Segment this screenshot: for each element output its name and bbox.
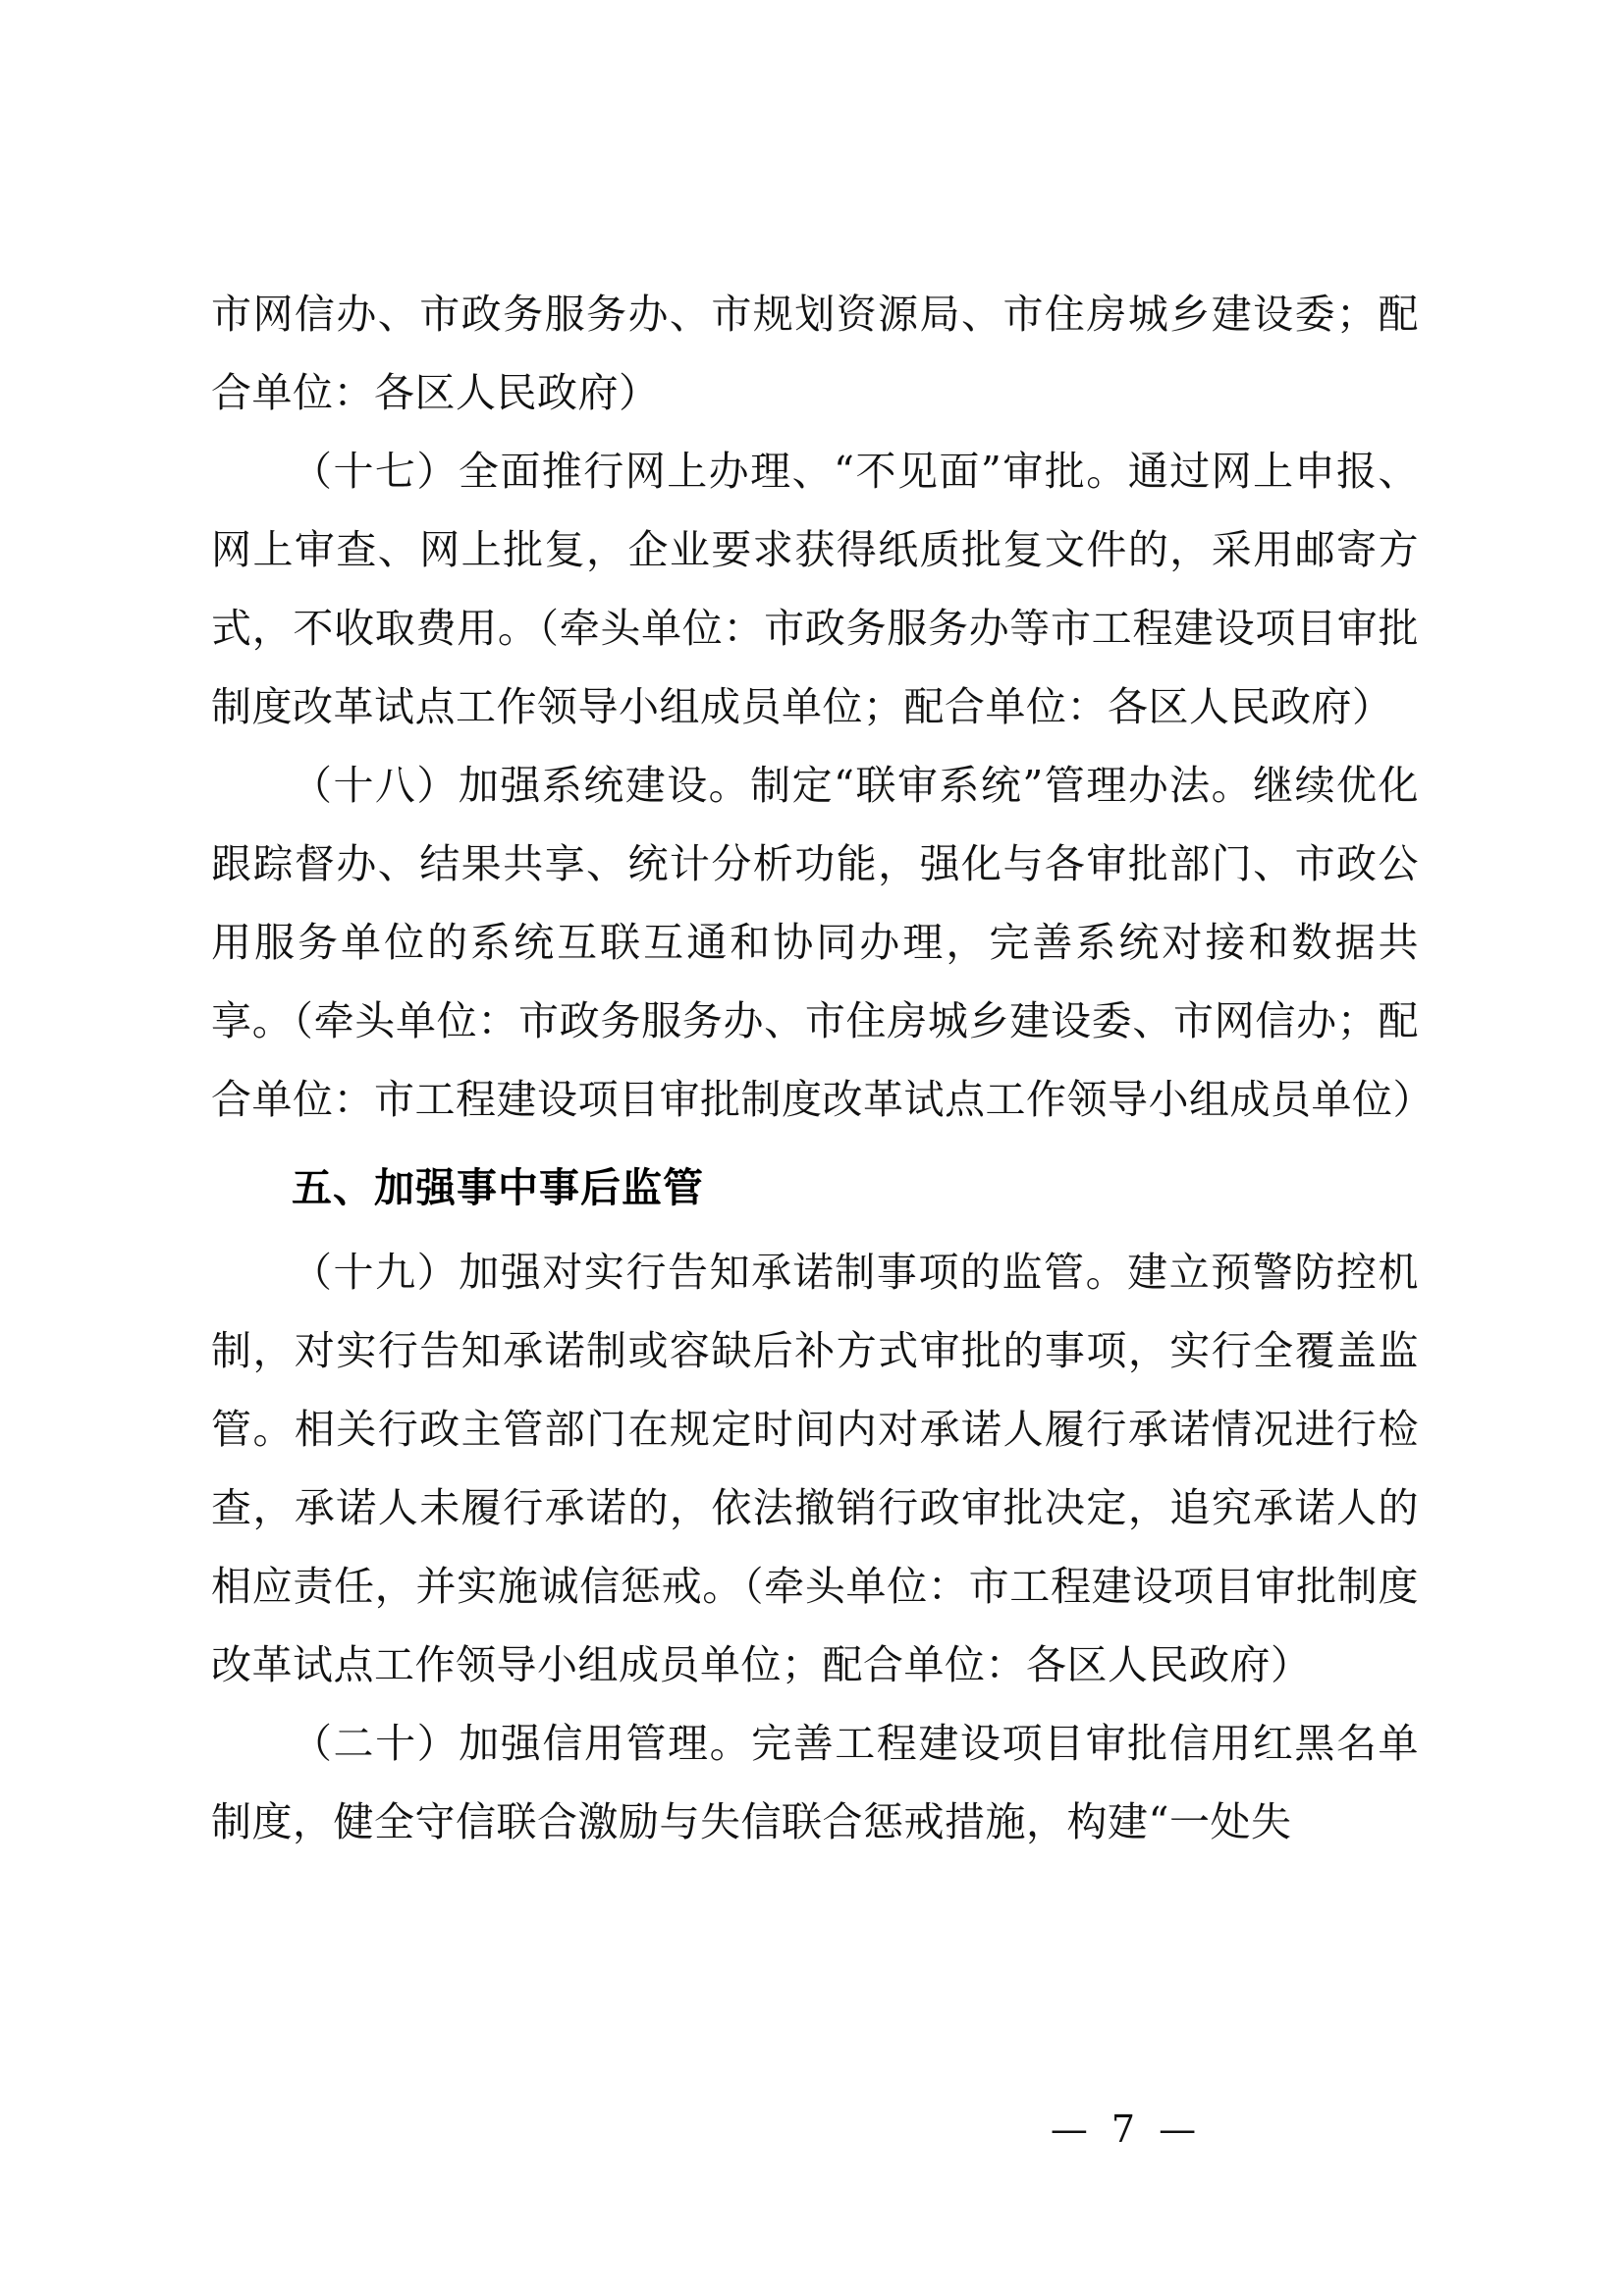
paragraph-item-18: （十八）加强系统建设。制定“联审系统”管理办法。继续优化跟踪督办、结果共享、统计分析功能，强化与各审批部门、市政公用服务单位的系统互联互通和协同办理，完善系统对接和数据共享。（牵头单位：市政务服务办、市住房城乡建设委、市网信办；配合单位：市工程建设项目审批制度改革试点工作领导小组成员单位）: [211, 762, 1434, 1123]
page-content: [211, 275, 1434, 1861]
section-heading-five: 五、加强事中事后监管: [292, 1164, 704, 1211]
paragraph-item-19: （十九）加强对实行告知承诺制事项的监管。建立预警防控机制，对实行告知承诺制或容缺后补方式审批的事项，实行全覆盖监管。相关行政主管部门在规定时间内对承诺人履行承诺情况进行检查，承诺人未履行承诺的，依法撤销行政审批决定，追究承诺人的相应责任，并实施诚信惩戒。（牵头单位：市工程建设项目审批制度改革试点工作领导小组成员单位；配合单位：各区人民政府）: [211, 1249, 1419, 1688]
page-number: — 7 —: [1050, 2108, 1203, 2151]
paragraph-continued-16: 市网信办、市政务服务办、市规划资源局、市住房城乡建设委；配合单位：各区人民政府）: [211, 291, 1419, 416]
paragraph-item-17: （十七）全面推行网上办理、“不见面”审批。通过网上申报、网上审查、网上批复，企业要求获得纸质批复文件的，采用邮寄方式，不收取费用。（牵头单位：市政务服务办等市工程建设项目审批制度改革试点工作领导小组成员单位；配合单位：各区人民政府）: [211, 448, 1419, 730]
paragraph-item-20: （二十）加强信用管理。完善工程建设项目审批信用红黑名单制度，健全守信联合激励与失信联合惩戒措施，构建“一处失: [211, 1720, 1419, 1845]
